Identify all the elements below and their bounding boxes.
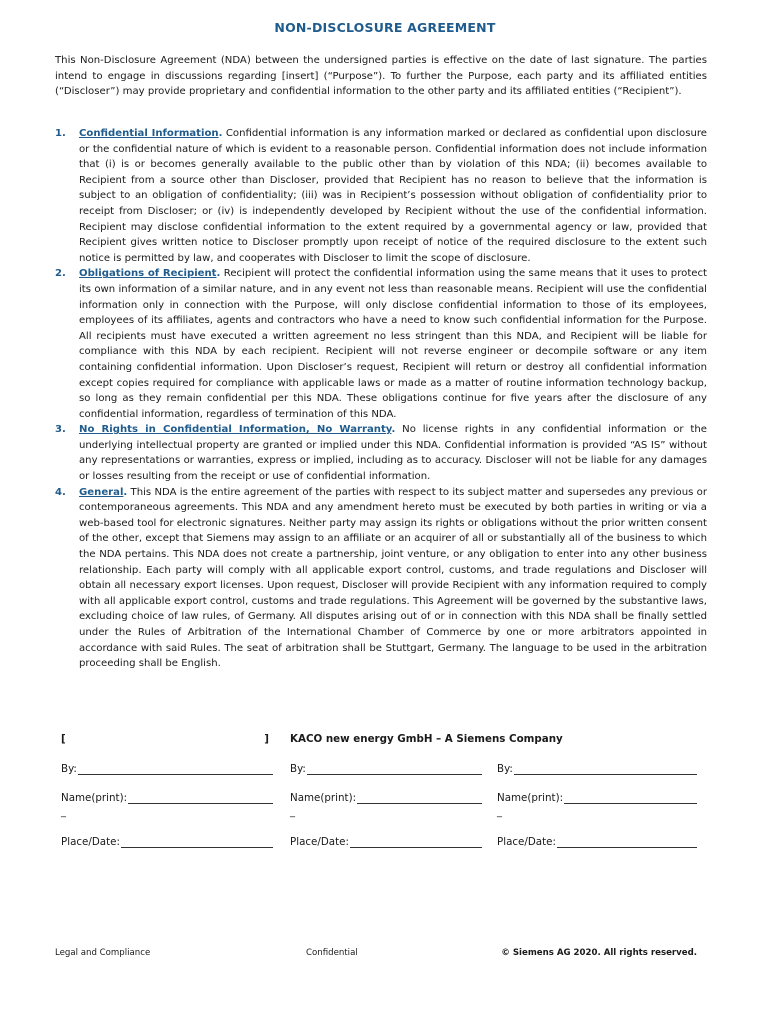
place-date-label: Place/Date: [290,836,349,848]
clause-body: Confidential information is any information marked or declared as confidential upon disclosure or the confidential nature of which is evident to a reasonable person. Confidential information does not include information that (i) is or becomes generally available to the public other than by violation of this NDA; (ii) becomes available to Recipient from a source other than Discloser, provided that Recipient has no reason to believe that the information is subject to an obligation of confidentiality; (iii) was in Recipient’s possession without obligation of confidentiality prior to receipt from Discloser; or (iv) is independently developed by Recipient without the use of the confidential information. Recipient may disclose confidential information to the extent required by a governmental agency or law, provided that Recipient gives written notice to Discloser promptly upon receipt of notice of the required disclosure to the extent such notice is permitted by law, and cooperates with Discloser to limit the scope of disclosure. [79,128,707,264]
by-field[interactable] [290,763,482,775]
name-print-label: Name(print): [497,792,564,804]
clause-list [55,126,707,672]
signature-line [514,764,697,775]
signature-line [307,764,482,775]
clause-body: Recipient will protect the confidential information using the same means that it uses to protect its own information of a similar nature, and in any event not less than reasonable means. Recipient will use the confidential information only in connection with the Purpose, will only disclose confidential information to those of its employees, employees of its affiliates, agents and contractors who have a need to know such confidential information for the Purpose. All recipients must have executed a written agreement no less stringent than this NDA, and Recipient will be liable for compliance with this NDA by each recipient. Recipient will not reverse engineer or decompile software or any item containing confidential information. Upon Discloser’s request, Recipient will return or destroy all confidential information except copies required for compliance with applicable laws or made as a matter of routine information technology backup, so long as they remain confidential per this NDA. These obligations continue for five years after the disclosure of any confidential information, regardless of termination of this NDA. [79,268,707,420]
bracket-close: ] [264,733,269,745]
clause-number: 1. [55,128,66,139]
place-date-field[interactable] [61,836,273,848]
place-date-field[interactable] [290,836,482,848]
name-line-continuation: _ [290,807,295,818]
clause-heading-dot: . [218,128,223,139]
signature-column-party3 [497,733,702,848]
place-date-label: Place/Date: [497,836,556,848]
signature-line [121,837,273,848]
name-print-label: Name(print): [290,792,357,804]
clause-body: No license rights in any confidential information or the underlying intellectual property are granted or implied under this NDA. Confidential information is provided “AS IS” without any representations or warranties, express or implied, including as to accuracy. Discloser will not be liable for any damages or losses resulting from the receipt or use of confidential information. [79,424,707,483]
clause-heading-dot: . [391,424,396,436]
signature-line [78,764,273,775]
by-field[interactable] [61,763,273,775]
clause-number: 4. [55,486,66,498]
place-date-field[interactable] [497,836,697,848]
name-print-label: Name(print): [61,792,128,804]
signature-line [350,837,482,848]
footer-classification: Confidential [306,948,358,958]
place-date-label: Place/Date: [61,836,120,848]
footer-department: Legal and Compliance [55,948,151,958]
by-label: By: [497,763,513,775]
clause-2 [55,266,707,422]
signature-column-party1 [61,733,273,848]
clause-heading: Confidential Information [79,128,219,139]
signature-line [128,793,273,804]
signature-line [357,793,482,804]
clause-3 [55,422,707,484]
name-print-field[interactable] [290,792,482,804]
clause-heading: No Rights in Confidential Information, No Warranty [79,424,392,436]
name-print-field[interactable] [497,792,697,804]
by-field[interactable] [497,763,697,775]
intro-paragraph: This Non-Disclosure Agreement (NDA) between the undersigned parties is effective on the date of last signature. The parties intend to engage in discussions regarding [insert] (“Purpose”). To further the Purpose, each party and its affiliated entities (“Discloser”) may provide proprietary and confidential information to the other party and its affiliated entities (“Recipient”). [55,55,707,98]
clause-body: This NDA is the entire agreement of the parties with respect to its subject matter and supersedes any previous or contemporaneous agreements. This NDA and any amendment hereto must be executed by both parties in writing or via a web-based tool for electronic signatures. Neither party may assign its rights or obligations without the prior written consent of the other, except that Siemens may assign to an affiliate or an acquirer of all or substantially all of the business to which the NDA pertains. This NDA does not create a partnership, joint venture, or any obligation to enter into any other business relationship. Each party will comply with all applicable export control, customs, and trade regulations and Discloser will obtain all necessary export licenses. Upon request, Discloser will provide Recipient with any information required to comply with all applicable export control, customs and trade regulations. This Agreement will be governed by the substantive laws, excluding choice of law rules, of Germany. All disputes arising out of or in connection with this NDA shall be finally settled under the Rules of Arbitration of the International Chamber of Commerce by one or more arbitrators appointed in accordance with said Rules. The seat of arbitration shall be Stuttgart, Germany. The language to be used in the arbitration proceeding shall be English. [79,486,707,670]
by-label: By: [61,763,77,775]
signature-column-party2 [290,733,563,848]
name-line-continuation: _ [497,807,502,818]
bracket-open: [ [61,733,66,745]
clause-heading: Obligations of Recipient [79,268,217,280]
name-print-field[interactable] [61,792,273,804]
document-title: NON-DISCLOSURE AGREEMENT [274,20,496,35]
signature-line [557,837,697,848]
clause-number: 3. [55,424,66,436]
clause-1 [55,126,707,266]
by-label: By: [290,763,306,775]
signature-line [564,793,697,804]
clause-heading-dot: . [216,268,221,280]
clause-heading: General [79,486,124,498]
footer-copyright: © Siemens AG 2020. All rights reserved. [501,948,697,958]
clause-number: 2. [55,268,66,280]
name-line-continuation: _ [61,807,66,818]
party2-name: KACO new energy GmbH – A Siemens Company [290,733,563,745]
clause-heading-dot: . [123,486,128,498]
party1-name-placeholder [61,733,273,751]
clause-4 [55,485,707,672]
